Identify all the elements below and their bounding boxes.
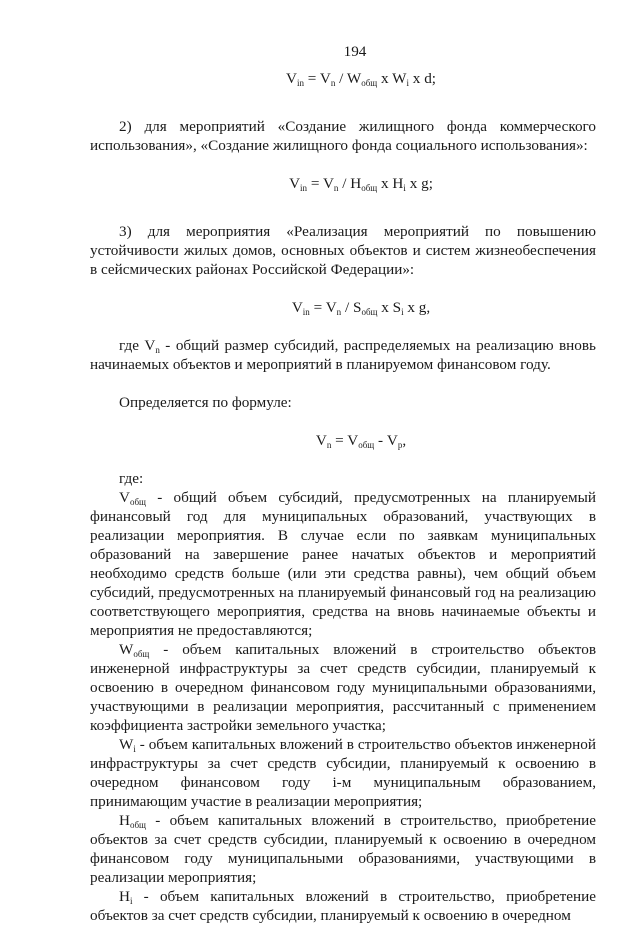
definition-w-i: $W_i$ - объем капитальных вложений в строительство объектов инженерной инфраструктуры за счет средств субсидии, планируемый к освоению в очередном финансовом году i-м муниципальным образованием, принимающим участие в реализации мероприятия; [90, 736, 596, 810]
formula-h: $V_{in} = V_n / H_{общ}$ x $H_i$ x g; [289, 175, 433, 193]
where-label: где: [119, 470, 144, 487]
formula-w: $V_{in} = V_n / W_{общ}$ x $W_i$ x d; [285, 70, 437, 88]
document-page [90, 42, 596, 925]
formula-vn: $V_n = V_{общ} - V_p$, [315, 432, 407, 450]
formula-s: $V_{in} = V_n / S_{общ}$ x $S_i$ x g, [291, 299, 431, 317]
paragraph-vn-definition: где $V_n$ - общий размер субсидий, распределяемых на реализацию вновь начинаемых объектов и мероприятий в планируемом финансовом году. [90, 337, 596, 373]
definition-v-total: $V_{общ}$ - общий объем субсидий, предусмотренных на планируемый финансовый год для муниципальных образований, участвующих в реализации мероприятия. В случае если по заявкам муниципальных образований на завершение ранее начатых объектов и мероприятий необходимо средств больше (или эти средства равны), чем общий объем субсидий, предусмотренных на планируемый финансовый год на реализацию соответствующего мероприятия, средства на вновь начинаемые объекты и мероприятия не предоставляются; [90, 489, 596, 639]
definition-h-i: $H_i$ - объем капитальных вложений в строительство, приобретение объектов за счет средств субсидии, планируемый к освоению в очередном [90, 888, 596, 924]
paragraph-housing-fund: 2) для мероприятий «Создание жилищного фонда коммерческого использования», «Создание жилищного фонда социального использования»: [90, 118, 596, 154]
paragraph-determined: Определяется по формуле: [119, 394, 292, 411]
definition-h-total: $H_{общ}$ - объем капитальных вложений в строительство, приобретение объектов за счет средств субсидии, планируемый к освоению в очередном финансовом году муниципальными образованиями, участвующими в реализации мероприятия; [90, 812, 596, 886]
page-number: 194 [343, 43, 367, 60]
definition-w-total: $W_{общ}$ - объем капитальных вложений в строительство объектов инженерной инфраструктуры за счет средств субсидии, планируемый к освоению в очередном финансовом году муниципальными образованиями, участвующими в реализации мероприятия, рассчитанный с применением коэффициента застройки земельного участка; [90, 641, 596, 734]
paragraph-seismic: 3) для мероприятия «Реализация мероприятий по повышению устойчивости жилых домов, основных объектов и систем жизнеобеспечения в сейсмических районах Российской Федерации»: [90, 223, 596, 278]
